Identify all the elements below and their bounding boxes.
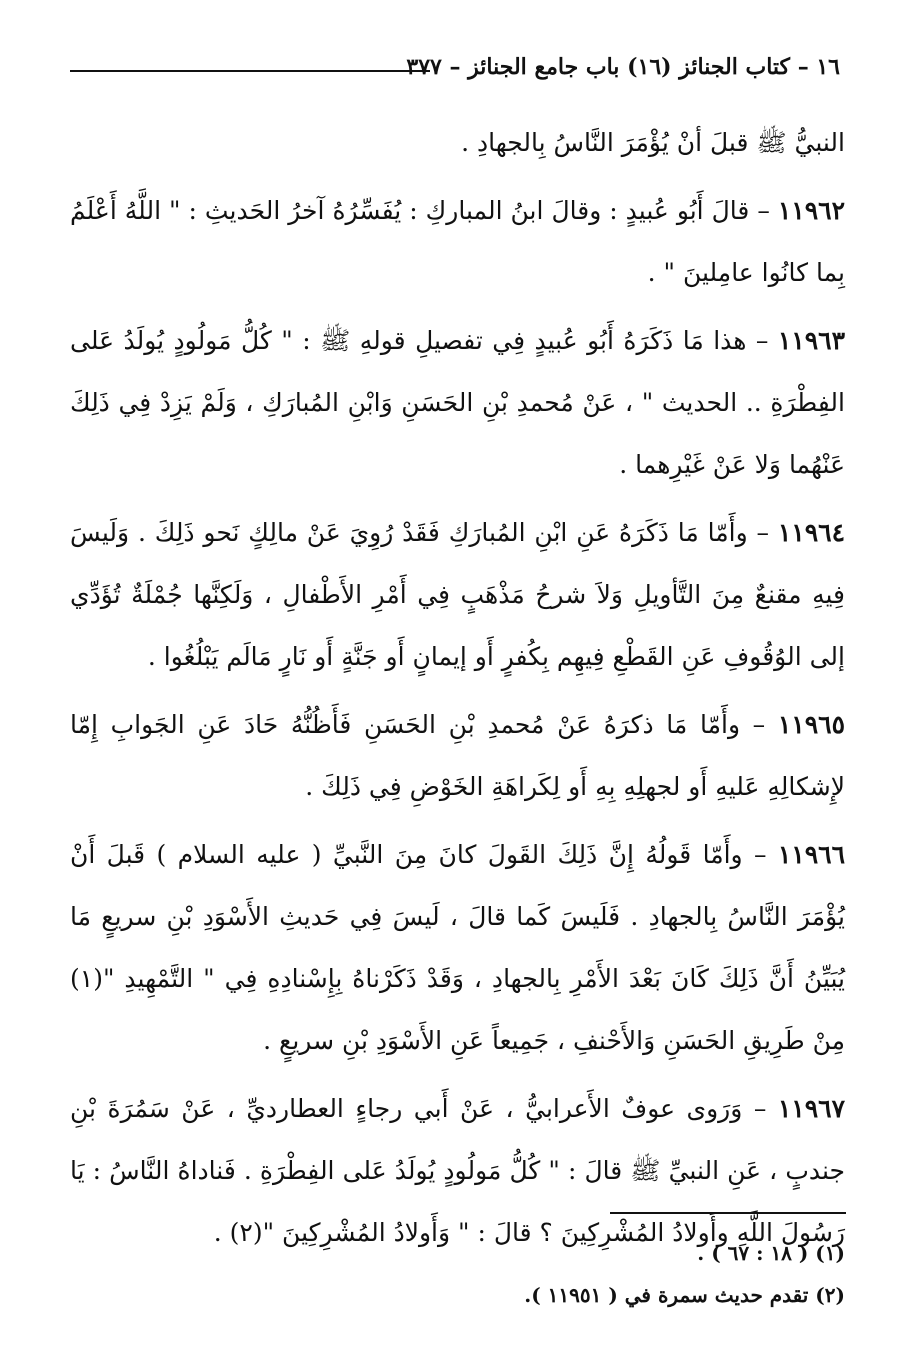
paragraph-number: ١١٩٦٤ [777, 518, 845, 547]
paragraph-number: ١١٩٦٦ [777, 840, 845, 869]
paragraph-text: – هذا مَا ذَكَرَهُ أَبُو عُبيدٍ فِي تفصيلِ قولهِ ﷺ : " كُلُّ مَولُودٍ يُولَدُ عَلى الفِطْرَةِ .. الحديث " ، عَنْ مُحمدِ بْنِ الحَسَنِ وَابْنِ المُبارَكِ ، وَلَمْ يَزِدْ فِي ذَلِكَ عَنْهُما وَلا عَنْ غَيْرِهما . [70, 326, 845, 479]
paragraph-text: – وَرَوى عوفٌ الأَعرابيُّ ، عَنْ أَبي رجاءٍ العطارديِّ ، عَنْ سَمُرَةَ بْنِ جندبٍ ، عَنِ النبيِّ ﷺ قالَ : " كُلُّ مَولُودٍ يُولَدُ عَلى الفِطْرَةِ . فَناداهُ النَّاسُ : يَا رَسُولَ اللَّهِ وأَولادُ المُشْرِكِينَ ؟ قالَ : " وَأَولادُ المُشْرِكِينَ "(٢) . [70, 1094, 845, 1247]
footnote: (١) ( ١٨ : ٦٧ ) . [697, 1241, 845, 1265]
paragraph [70, 824, 845, 1072]
paragraph [70, 180, 845, 304]
running-title: ١٦ – كتاب الجنائز (١٦) باب جامع الجنائز – ٣٧٧ [406, 54, 840, 80]
paragraph-text: – وأَمّا مَا ذَكَرَهُ عَنِ ابْنِ المُبارَكِ فَقَدْ رُوِيَ عَنْ مالِكٍ نَحو ذَلِكَ . وَلَيسَ فِيهِ مقنعٌ مِنَ التَّأويلِ وَلاَ شرحُ مَذْهَبٍ فِي أَمْرِ الأَطْفالِ ، وَلَكِنَّها جُمْلَةٌ تُؤَدِّي إلى الوُقُوفِ عَنِ القَطْعِ فِيهِم بِكُفرٍ أَو إيمانٍ أَو جَنَّةٍ أَو نَارٍ مَالَم يَبْلُغُوا . [70, 518, 845, 671]
paragraph-number: ١١٩٦٥ [777, 710, 845, 739]
paragraph-text: – وأَمّا مَا ذكرَهُ عَنْ مُحمدِ بْنِ الحَسَنِ فَأَظُنُّهُ حَادَ عَنِ الجَوابِ إِمّا لإِشكالِهِ عَليهِ أَو لجهلِهِ بِهِ أَو لِكَراهَةِ الخَوْضِ فِي ذَلِكَ . [70, 710, 845, 801]
paragraph-text: – قالَ أَبُو عُبيدٍ : وقالَ ابنُ المباركِ : يُفَسِّرُهُ آخرُ الحَديثِ : " اللَّهُ أَعْلَمُ بِما كانُوا عامِلينَ " . [70, 196, 845, 287]
paragraph [70, 502, 845, 688]
footnote-rule [610, 1212, 846, 1214]
paragraph-text: النبيُّ ﷺ قبلَ أنْ يُؤْمَرَ النَّاسُ بِالجهادِ . [461, 128, 845, 157]
paragraph-number: ١١٩٦٢ [777, 196, 845, 225]
running-head [70, 50, 840, 90]
paragraph-text: – وأَمّا قَولُهُ إِنَّ ذَلِكَ القَولَ كانَ مِنَ النَّبيِّ ( عليه السلام ) قَبلَ أَنْ يُؤْمَرَ النَّاسُ بِالجهادِ . فَلَيسَ كَما قالَ ، لَيسَ فِي حَديثِ الأَسْوَدِ بْنِ سريعٍ مَا يُبَيِّنُ أَنَّ ذَلِكَ كَانَ بَعْدَ الأَمْرِ بِالجهادِ ، وَقَدْ ذَكَرْناهُ بِإِسْنادِهِ فِي " التَّمْهِيدِ "(١) مِنْ طَرِيقِ الحَسَنِ وَالأَحْنفِ ، جَمِيعاً عَنِ الأَسْوَدِ بْنِ سريعٍ . [70, 840, 845, 1055]
header-rule [70, 70, 430, 72]
paragraph [70, 112, 845, 174]
paragraph-number: ١١٩٦٧ [777, 1094, 845, 1123]
footnote: (٢) تقدم حديث سمرة في ( ١١٩٥١ ). [524, 1283, 845, 1307]
paragraph [70, 694, 845, 818]
paragraph [70, 310, 845, 496]
footnotes [70, 1232, 845, 1316]
main-text [70, 112, 845, 1270]
paragraph-number: ١١٩٦٣ [777, 326, 845, 355]
